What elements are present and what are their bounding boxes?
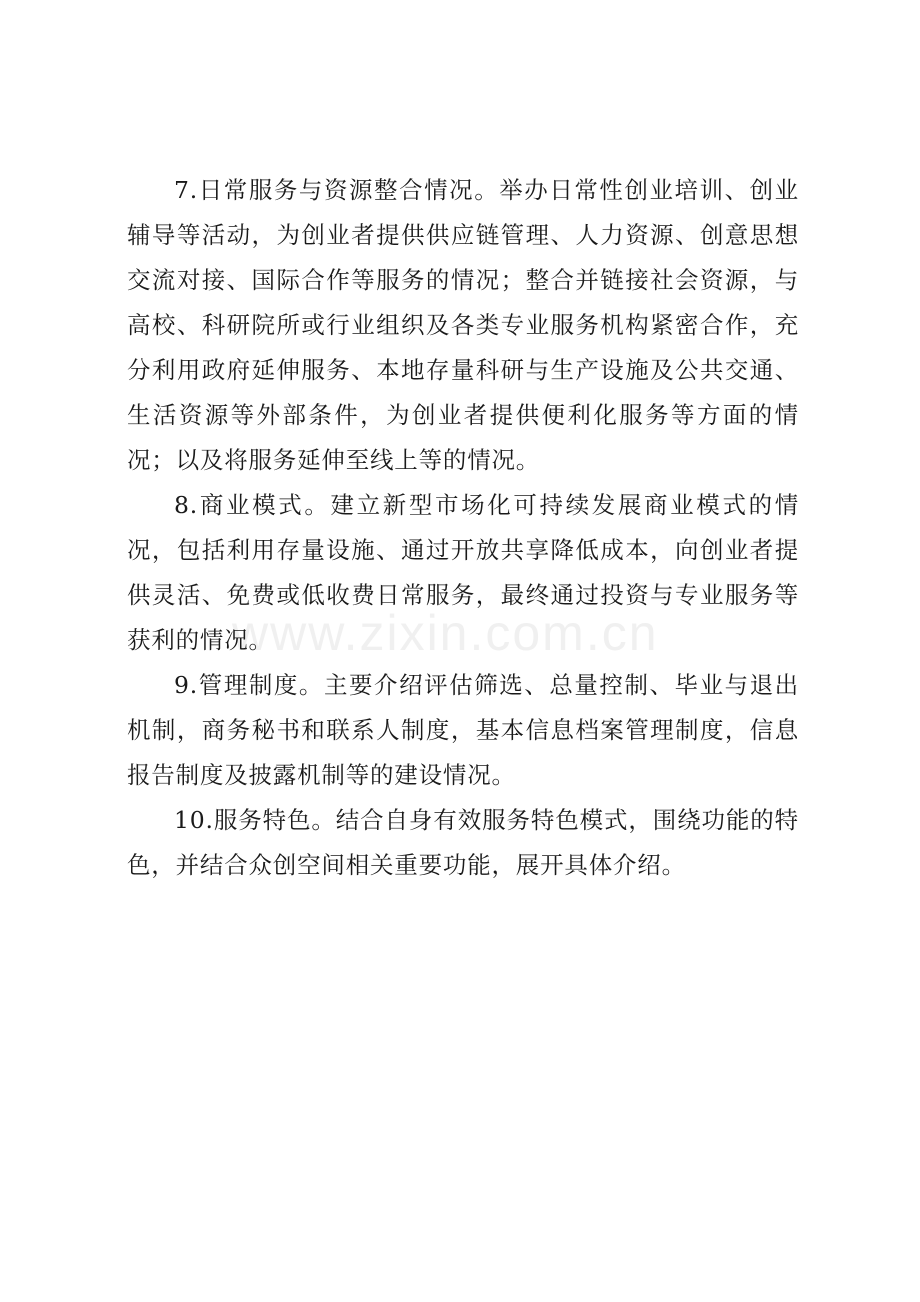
watermark: www.zixin.com.cn [232, 605, 659, 661]
document-body [127, 168, 799, 888]
paragraph-9-management-system: 9.管理制度。主要介绍评估筛选、总量控制、毕业与退出机制，商务秘书和联系人制度，基本信息档案管理制度，信息报告制度及披露机制等的建设情况。 [127, 671, 799, 789]
paragraph-10-service-features: 10.服务特色。结合自身有效服务特色模式，围绕功能的特色，并结合众创空间相关重要功能，展开具体介绍。 [127, 806, 799, 879]
paragraph-8-business-model: 8.商业模式。建立新型市场化可持续发展商业模式的情况，包括利用存量设施、通过开放共享降低成本，向创业者提供灵活、免费或低收费日常服务，最终通过投资与专业服务等获利的情况。 [127, 491, 799, 654]
paragraph-7-daily-services: 7.日常服务与资源整合情况。举办日常性创业培训、创业辅导等活动，为创业者提供供应链管理、人力资源、创意思想交流对接、国际合作等服务的情况；整合并链接社会资源，与高校、科研院所或行业组织及各类专业服务机构紧密合作，充分利用政府延伸服务、本地存量科研与生产设施及公共交通、生活资源等外部条件，为创业者提供便利化服务等方面的情况；以及将服务延伸至线上等的情况。 [127, 176, 799, 474]
